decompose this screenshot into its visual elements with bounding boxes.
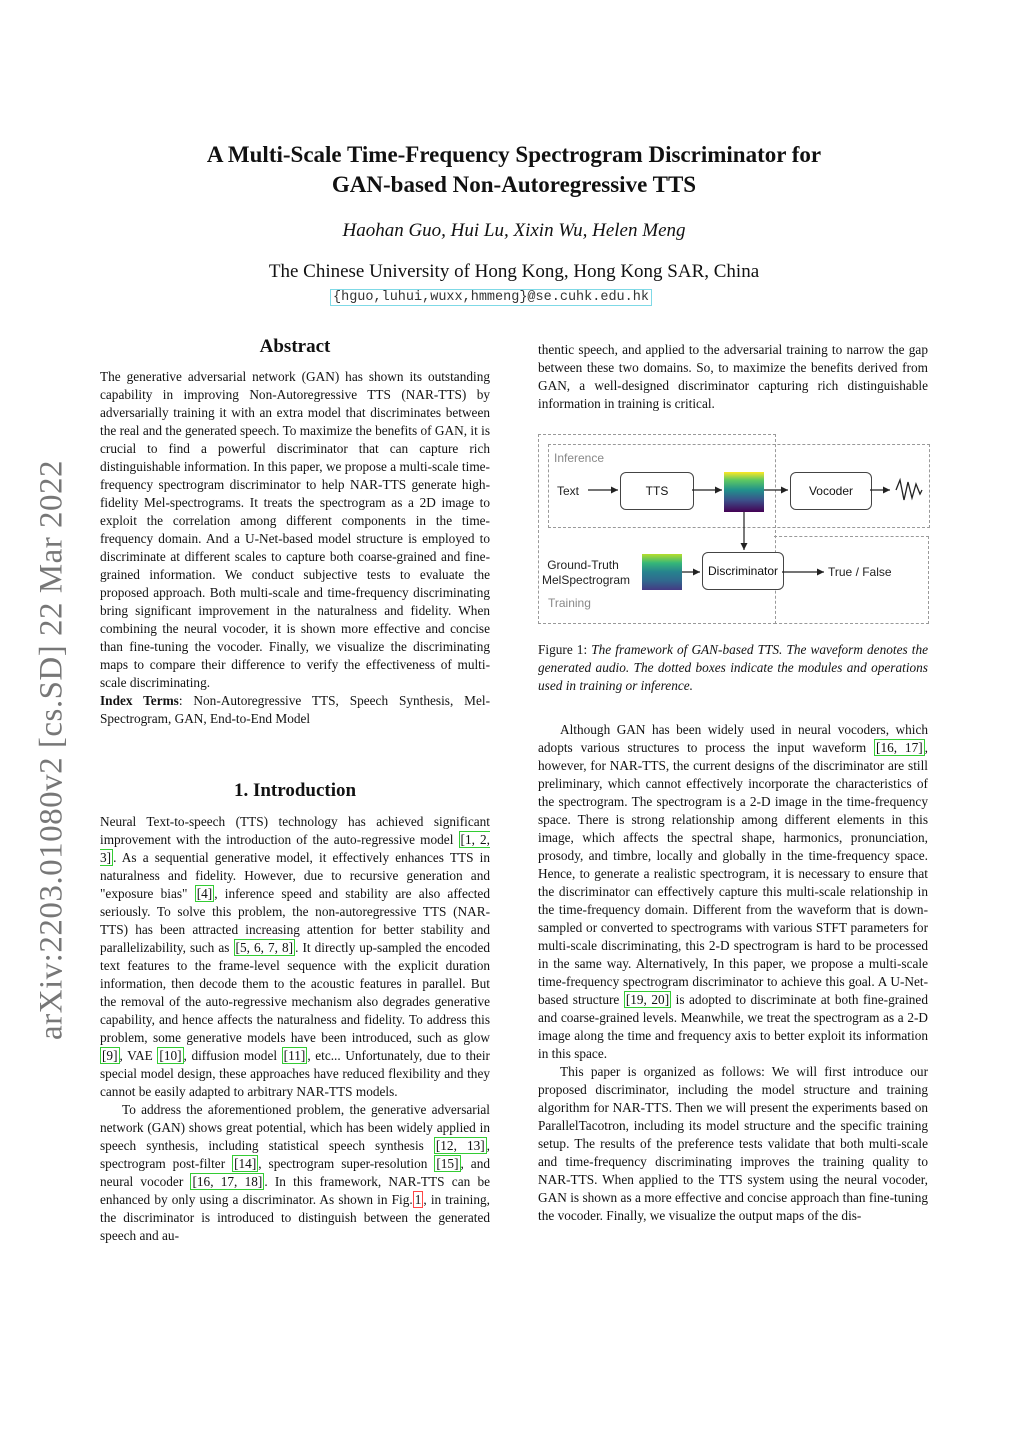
text-input-label: Text bbox=[557, 484, 580, 498]
section-heading-introduction: 1. Introduction bbox=[233, 780, 357, 801]
arxiv-id: arXiv:2203.01080v2 [cs.SD] 22 Mar 2022 bbox=[33, 460, 70, 1040]
ground-truth-label: Ground-Truth MelSpectrogram bbox=[542, 558, 631, 587]
introduction-body bbox=[100, 813, 490, 1245]
intro-paragraph-2: To address the aforementioned problem, the generative adversarial network (GAN) shows great potential, which has been widely applied in speech synthesis, including statistical speech synthesis [12, 13] , spectrogram post-filter [14] , spectrogram super-resolution [15] , and neural vocoder [16, 17, 18] . In this framework, NAR-TTS can be enhanced by only using a discriminator. As shown in Fig. 1 , in training, the discriminator is introduced to distinguish between the generated speech and au- bbox=[100, 1102, 491, 1243]
figure-1-diagram bbox=[538, 432, 930, 622]
citation-link[interactable]: [1, 2, 3] bbox=[100, 832, 491, 865]
right-paragraph-1: Although GAN has been widely used in neural vocoders, which adopts various structures to process the input waveform [16, 17] , however, for NAR-TTS, the current designs of the discriminator are still preliminary, which cannot effectively incorporate the characteristics of the spectrogram. The spectrogram is a 2-D image in the time-frequency space. There is strong relationship among different elements in this image, which affects the spectral shape, harmonics, pronunciation, prosody, and timbre, locally and globally in the time-frequency space. Hence, to generate a realistic spectrogram, it is necessary to ensure that the discriminator can effectively capture this multi-scale relationship in the time-frequency domain. Different from the waveform that is down-sampled or converted to spectrograms with various STFT parameters for multi-scale discriminating, this 2-D spectrogram is hard to be processed in the same way. Alternatively, In this paper, we propose a multi-scale time-frequency spectrogram discriminator to achieve this goal. A U-Net-based structure [19, 20] is adopted to discriminate at both fine-grained and coarse-grained levels. Meanwhile, we treat the spectrogram as a 2-D image along the time and frequency axis to better exploit its information in this space. bbox=[538, 722, 928, 1061]
right-column-body bbox=[538, 721, 928, 1225]
tts-box: TTS bbox=[620, 472, 694, 510]
right-column-top-text: thentic speech, and applied to the adversarial training to narrow the gap between these two domains. So, to maximize the benefits derived from GAN, a well-designed discriminator capturing rich distinguishable information in training is critical. bbox=[538, 342, 928, 411]
figure-1-caption: Figure 1: The framework of GAN-based TTS. The waveform denotes the generated audio. The dotted boxes indicate the modules and operations used in training or inference. bbox=[538, 642, 928, 693]
affiliation: The Chinese University of Hong Kong, Hong Kong SAR, China bbox=[268, 261, 760, 282]
abstract-text: The generative adversarial network (GAN) has shown its outstanding capability in improving Non-Autoregressive TTS (NAR-TTS) by adversarially training it with an extra model that discriminates between the real and the generated speech. To maximize the benefits of GAN, it is crucial to find a powerful discriminator that can capture rich distinguishable information. In this paper, we propose a multi-scale time-frequency spectrogram discriminator to help NAR-TTS generate high-fidelity Mel-spectrograms. It treats the spectrogram as a 2D image to exploit the correlation among different components in the time-frequency domain. And a U-Net-based model structure is employed to discriminate at different scales to capture both coarse-grained and fine-grained information. We conduct subjective tests to evaluate the proposed approach. Both multi-scale and time-frequency discriminating bring significant improvement in the naturalness and fidelity. When combining the neural vocoder, it is shown more effective and concise than fine-tuning the vocoder. Finally, we visualize the discriminating maps to compare their difference to verify the effectiveness of multi-scale discriminating. bbox=[100, 369, 490, 690]
citation-link[interactable]: [5, 6, 7, 8] bbox=[235, 940, 294, 955]
citation-link[interactable]: [16, 17, 18] bbox=[192, 1174, 263, 1189]
figure-reference-link[interactable]: 1 bbox=[414, 1192, 422, 1207]
diagram-arrows bbox=[538, 432, 930, 622]
intro-paragraph-1: Neural Text-to-speech (TTS) technology has achieved significant improvement with the introduction of the auto-regressive model [1, 2, 3] . As a sequential generative model, it effectively enhances TTS in naturalness and fidelity. However, due to recursive generation and "exposure bias" [4] , inference speed and stability are also affected seriously. To solve this problem, the non-autoregressive TTS (NAR-TTS) has been attracted increasing attention for better stability and parallelizability, such as [5, 6, 7, 8] . It directly up-sampled the encoded text features to the frame-level sequence with the explicit duration information, then decode them to the acoustic features in parallel. But the removal of the auto-regressive mechanism also degrades generative capability, and hence affects the naturalness and fidelity. To address this problem, some generative models have been introduced, such as glow [9] , VAE [10] , diffusion model [11] , etc... Unfortunately, due to their special model design, these approaches have reduced flexibility and they cannot be easily adapted to arbitrary NAR-TTS models. bbox=[100, 814, 491, 1099]
citation-link[interactable]: [4] bbox=[196, 886, 213, 901]
training-label: Training bbox=[548, 596, 591, 610]
citation-link[interactable]: [19, 20] bbox=[625, 992, 670, 1007]
abstract-heading: Abstract bbox=[259, 336, 331, 357]
paper-title: A Multi-Scale Time-Frequency Spectrogram Discriminator for GAN-based Non-Autoregressive TTS bbox=[206, 142, 822, 197]
index-terms: Index Terms: Non-Autoregressive TTS, Speech Synthesis, Mel-Spectrogram, GAN, End-to-End Model bbox=[100, 693, 490, 726]
citation-link[interactable]: [11] bbox=[283, 1048, 306, 1063]
citation-link[interactable]: [9] bbox=[102, 1048, 118, 1063]
email-link[interactable]: {hguo,luhui,wuxx,hmmeng}@se.cuhk.edu.hk bbox=[330, 289, 652, 306]
right-paragraph-2: This paper is organized as follows: We will first introduce our proposed discriminator, including the model structure and training algorithm for NAR-TTS. Then we will present the experiments based on ParallelTacotron, including its model structure and the specific training setup. The results of the preference tests validate that both multi-scale and time-frequency discriminating improves the training quality to NAR-TTS. When applied to the TTS system using the neural vocoder, GAN is shown as a more effective and concise approach than fine-tuning the vocoder. Finally, we visualize the output maps of the dis- bbox=[538, 1064, 928, 1223]
abstract-body bbox=[100, 368, 490, 728]
arxiv-sidebar bbox=[32, 450, 72, 1050]
citation-link[interactable]: [10] bbox=[159, 1048, 182, 1063]
authors: Haohan Guo, Hui Lu, Xixin Wu, Helen Meng bbox=[342, 220, 686, 241]
vocoder-box: Vocoder bbox=[790, 472, 872, 510]
citation-link[interactable]: [16, 17] bbox=[876, 740, 923, 755]
citation-link[interactable]: [15] bbox=[436, 1156, 459, 1171]
citation-link[interactable]: [14] bbox=[234, 1156, 257, 1171]
inference-label: Inference bbox=[554, 451, 605, 465]
discriminator-box: Discriminator bbox=[702, 552, 784, 590]
citation-link[interactable]: [12, 13] bbox=[435, 1138, 485, 1153]
waveform-icon bbox=[896, 480, 922, 500]
true-false-output-label: True / False bbox=[828, 565, 892, 579]
